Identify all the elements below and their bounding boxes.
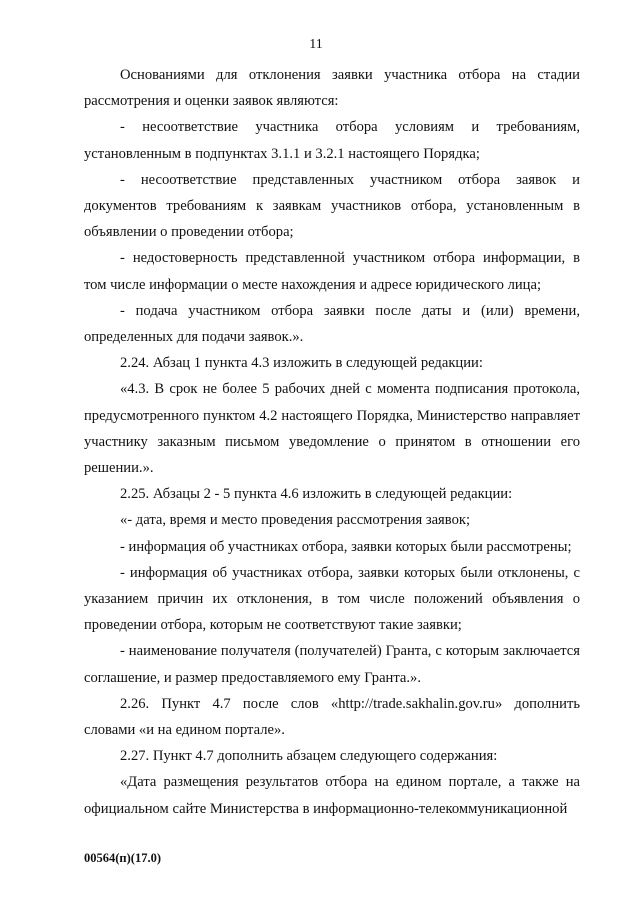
- paragraph: - наименование получателя (получателей) Гранта, с которым заключается соглашение, и размер предоставляемого ему Гранта.».: [84, 643, 580, 686]
- paragraph: 2.26. Пункт 4.7 после слов «http://trade.sakhalin.gov.ru» дополнить словами «и на едином портале».: [84, 695, 580, 739]
- paragraph: - информация об участниках отбора, заявки которых были рассмотрены;: [120, 538, 572, 555]
- paragraph: - недостоверность представленной участником отбора информации, в том числе информации о месте нахождения и адресе юридического лица;: [84, 250, 580, 293]
- paragraph: - информация об участниках отбора, заявки которых были отклонены, с указанием причин их отклонения, в том числе положений объявления о проведении отбора, которым не соответствуют такие заявки;: [84, 564, 580, 634]
- paragraph: - подача участником отбора заявки после даты и (или) времени, определенных для подачи заявок.».: [84, 302, 580, 346]
- paragraph: Основаниями для отклонения заявки участника отбора на стадии рассмотрения и оценки заявок являются:: [84, 67, 580, 110]
- paragraph: 2.24. Абзац 1 пункта 4.3 изложить в следующей редакции:: [120, 355, 483, 372]
- paragraph: - несоответствие представленных участником отбора заявок и документов требованиям к заявкам участников отбора, установленным в объявлении о проведении отбора;: [84, 171, 580, 241]
- paragraph: «- дата, время и место проведения рассмотрения заявок;: [120, 512, 471, 529]
- page-number: 11: [309, 37, 323, 52]
- document-code: 00564(п)(17.0): [84, 851, 161, 865]
- paragraph: 2.27. Пункт 4.7 дополнить абзацем следующего содержания:: [120, 748, 498, 765]
- paragraph: 2.25. Абзацы 2 - 5 пункта 4.6 изложить в следующей редакции:: [120, 486, 513, 503]
- paragraph: - несоответствие участника отбора условиям и требованиям, установленным в подпунктах 3.1.1 и 3.2.1 настоящего Порядка;: [84, 119, 580, 162]
- paragraph: «4.3. В срок не более 5 рабочих дней с момента подписания протокола, предусмотренного пунктом 4.2 настоящего Порядка, Министерство направляет участнику заказным письмом уведомление о принятом в отношении его решении.».: [84, 381, 580, 477]
- paragraph: «Дата размещения результатов отбора на едином портале, а также на официальном сайте Министерства в информационно-телекоммуникационной: [84, 774, 580, 817]
- document-body: [84, 62, 580, 822]
